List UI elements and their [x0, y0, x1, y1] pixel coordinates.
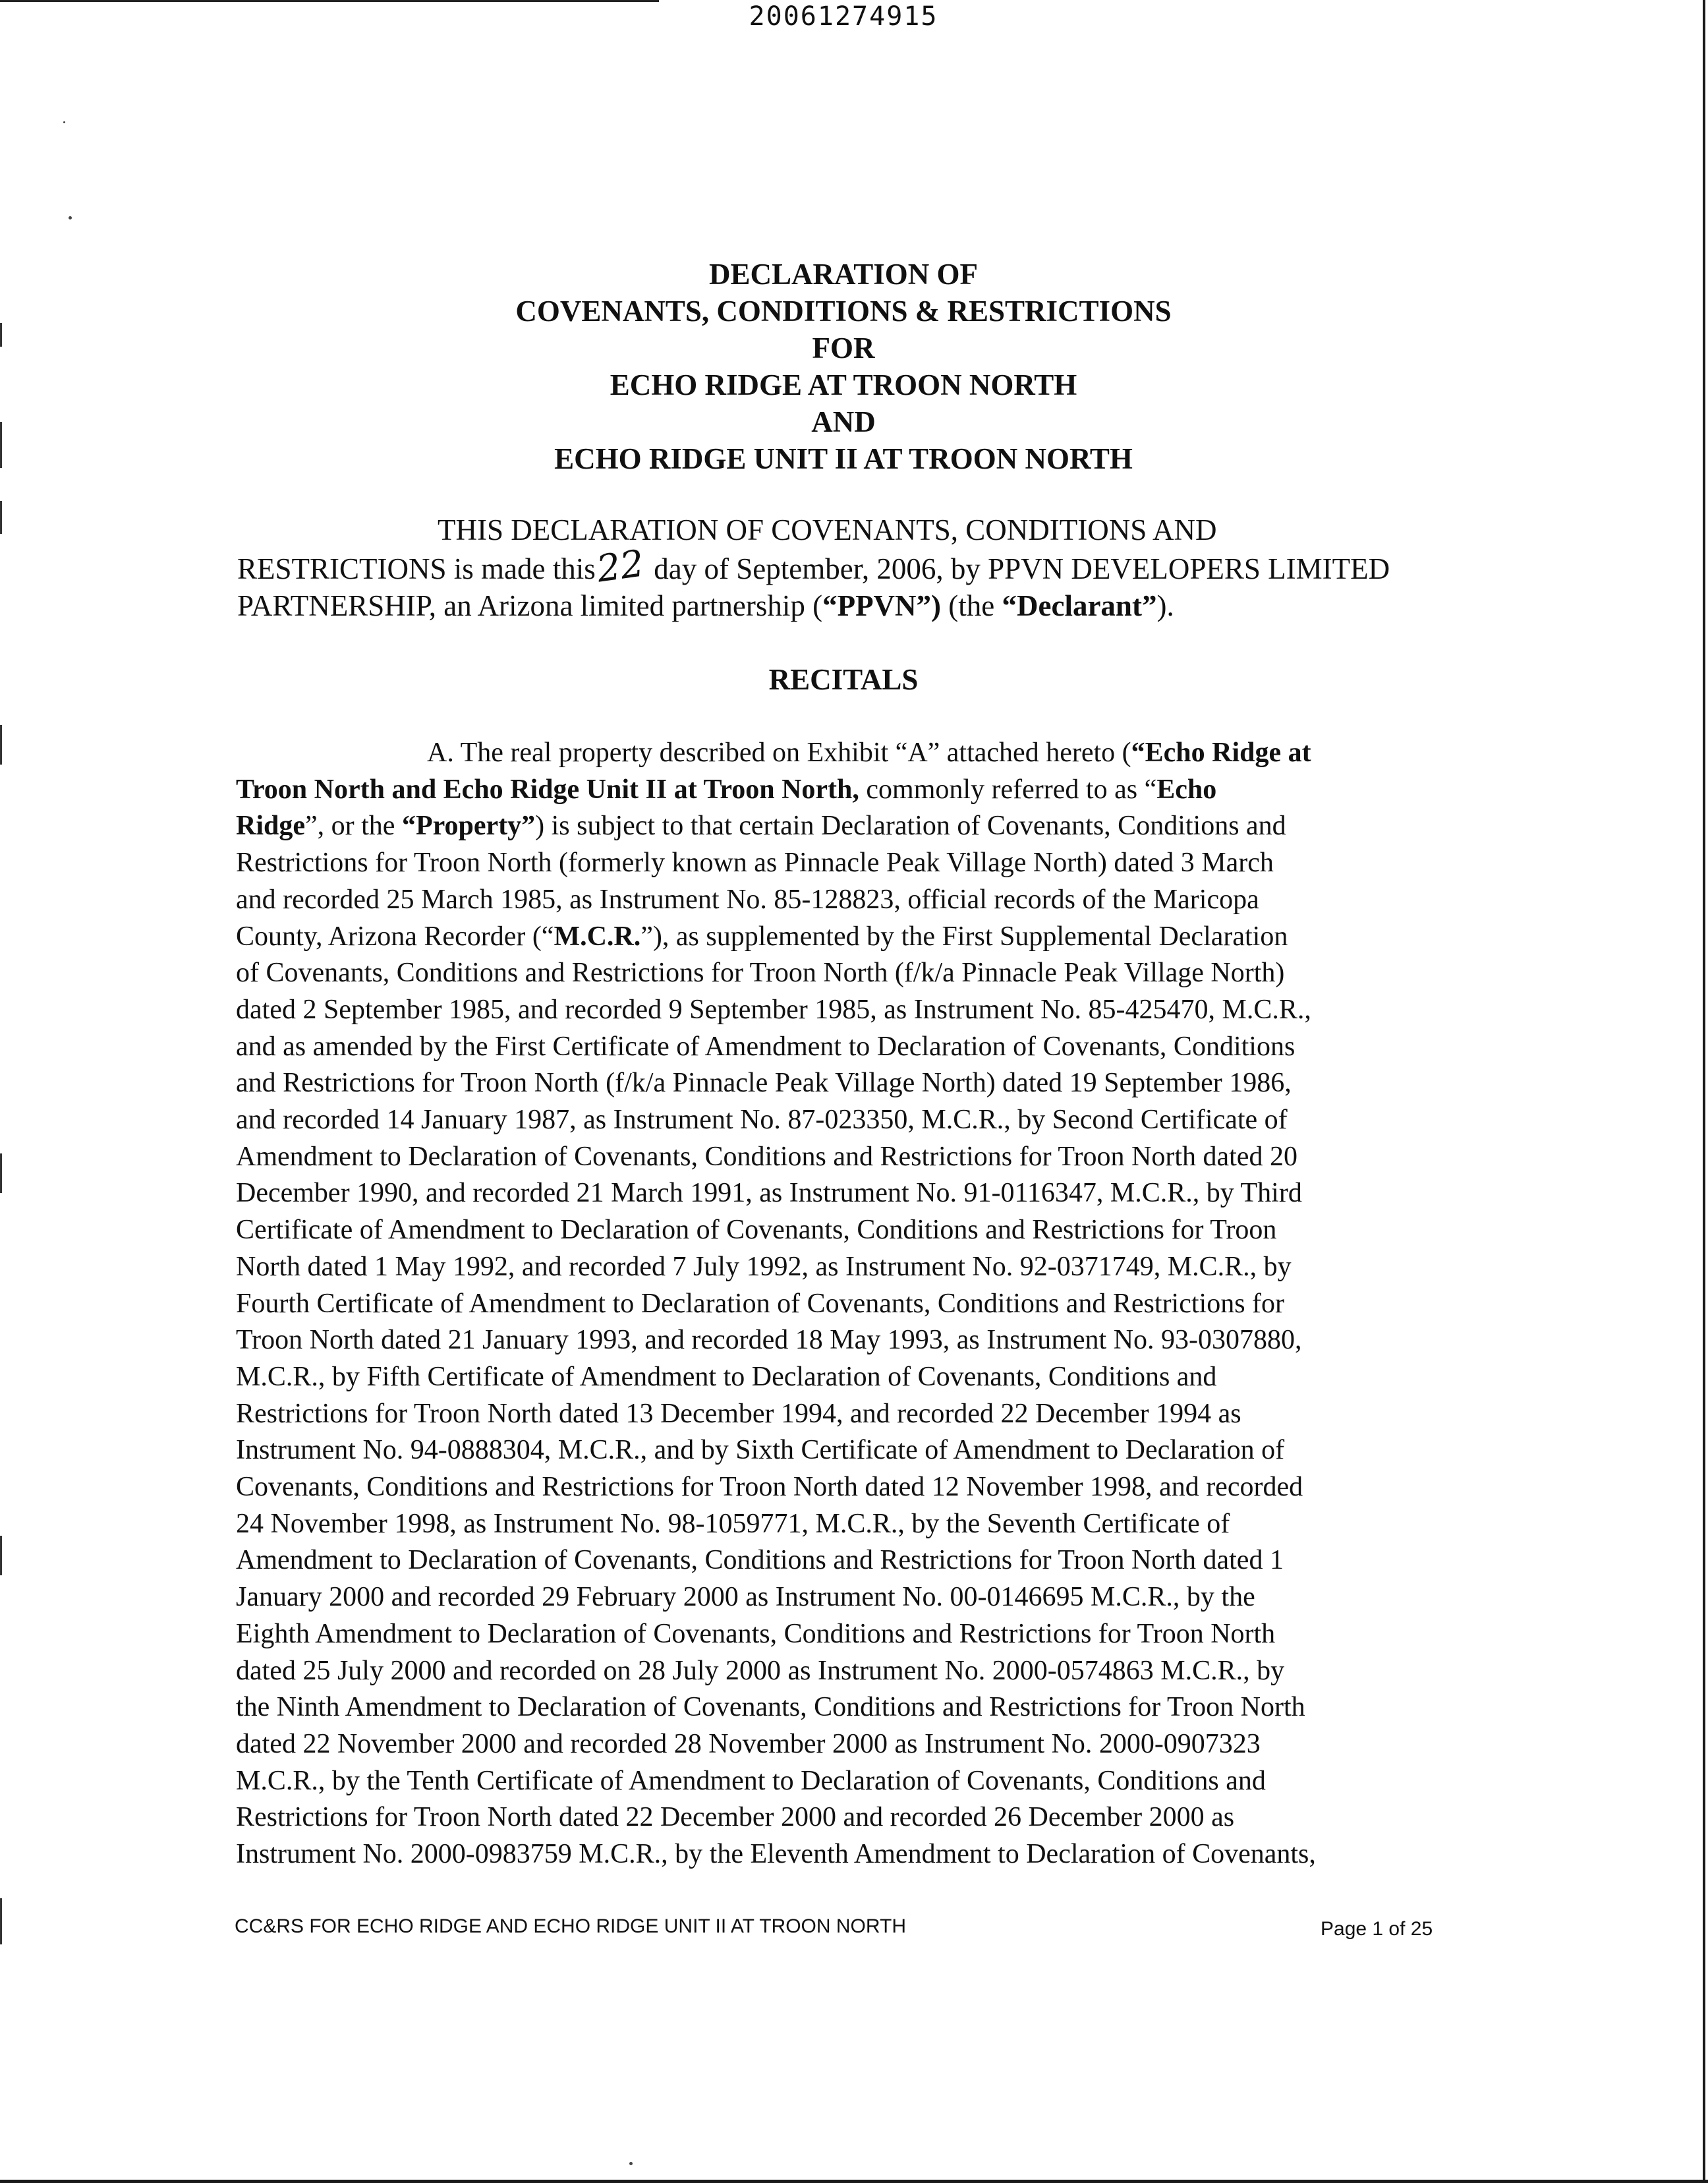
recital-line: M.C.R., by Fifth Certificate of Amendment to Declaration of Covenants, Conditions and: [236, 1361, 1217, 1392]
recital-line: dated 22 November 2000 and recorded 28 November 2000 as Instrument No. 2000-0907323: [236, 1728, 1261, 1759]
recital-line: of Covenants, Conditions and Restrictions for Troon North (f/k/a Pinnacle Peak Village North): [236, 958, 1285, 989]
recital-line: Instrument No. 2000-0983759 M.C.R., by the Eleventh Amendment to Declaration of Covenants,: [236, 1839, 1316, 1870]
scan-mark: [0, 501, 2, 534]
title-line: FOR: [812, 332, 875, 364]
intro-paragraph: [237, 511, 1463, 624]
footer-document-title: CC&RS FOR ECHO RIDGE AND ECHO RIDGE UNIT II AT TROON NORTH: [235, 1915, 907, 1937]
recital-line: Amendment to Declaration of Covenants, Conditions and Restrictions for Troon North dated 20: [236, 1141, 1297, 1172]
defined-term: M.C.R.: [554, 921, 641, 952]
title-line: AND: [811, 405, 876, 438]
recital-line: Certificate of Amendment to Declaration of Covenants, Conditions and Restrictions for Troon: [236, 1215, 1277, 1246]
title-line: DECLARATION OF: [709, 258, 978, 291]
recital-line: dated 2 September 1985, and recorded 9 September 1985, as Instrument No. 85-425470, M.C.R.,: [236, 994, 1311, 1025]
defined-term: “PPVN”): [822, 589, 942, 622]
recital-text: commonly referred to as “: [859, 774, 1157, 805]
recital-line: Instrument No. 94-0888304, M.C.R., and by Sixth Certificate of Amendment to Declaration of: [236, 1435, 1285, 1466]
document-title: [0, 256, 1687, 477]
recital-line: Restrictions for Troon North (formerly known as Pinnacle Peak Village North) dated 3 March: [236, 848, 1274, 879]
recital-line: and as amended by the First Certificate of Amendment to Declaration of Covenants, Conditions: [236, 1031, 1295, 1062]
recital-line: [236, 735, 1475, 772]
recitals-heading: RECITALS: [768, 663, 919, 696]
intro-text: PARTNERSHIP, an Arizona limited partnership (: [237, 589, 823, 622]
handwritten-day: 22: [594, 542, 647, 591]
recital-line: Fourth Certificate of Amendment to Declaration of Covenants, Conditions and Restrictions for: [236, 1288, 1285, 1319]
scan-edge-right: [1703, 0, 1705, 2183]
intro-line: [237, 587, 1463, 624]
scan-speck: [63, 121, 65, 123]
intro-text: RESTRICTIONS is made this: [237, 552, 596, 585]
defined-term: Echo: [1156, 774, 1217, 805]
recital-text: A. The real property described on Exhibit “A” attached hereto (: [427, 738, 1131, 768]
defined-term: “Echo Ridge at: [1131, 738, 1311, 768]
defined-term: “Declarant”: [1002, 589, 1157, 622]
recital-line: Eighth Amendment to Declaration of Covenants, Conditions and Restrictions for Troon North: [236, 1618, 1276, 1649]
scan-mark: [0, 1536, 2, 1575]
recital-text: County, Arizona Recorder (“: [236, 921, 554, 952]
title-line: COVENANTS, CONDITIONS & RESTRICTIONS: [515, 295, 1172, 328]
recital-line: [236, 772, 1475, 809]
defined-term: Troon North and Echo Ridge Unit II at Troon North,: [236, 774, 859, 805]
recital-line: and Restrictions for Troon North (f/k/a Pinnacle Peak Village North) dated 19 September 1986,: [236, 1068, 1292, 1099]
scan-mark: [0, 1153, 2, 1193]
intro-line: [237, 542, 1463, 591]
recital-line: [236, 919, 1475, 956]
title-line: ECHO RIDGE UNIT II AT TROON NORTH: [554, 442, 1133, 475]
scan-mark: [0, 1898, 2, 1944]
defined-term: Ridge: [236, 811, 305, 842]
scan-edge-bottom: [0, 2180, 1708, 2183]
recital-line: Troon North dated 21 January 1993, and recorded 18 May 1993, as Instrument No. 93-0307880,: [236, 1325, 1302, 1356]
scan-speck: [629, 2162, 633, 2165]
recital-line: M.C.R., by the Tenth Certificate of Amendment to Declaration of Covenants, Conditions and: [236, 1765, 1266, 1796]
recital-line: and recorded 14 January 1987, as Instrument No. 87-023350, M.C.R., by Second Certificate of: [236, 1105, 1288, 1136]
recital-line: Restrictions for Troon North dated 13 December 1994, and recorded 22 December 1994 as: [236, 1398, 1241, 1429]
recital-a-paragraph: [236, 735, 1475, 1873]
recital-line: dated 25 July 2000 and recorded on 28 July 2000 as Instrument No. 2000-0574863 M.C.R., by: [236, 1655, 1285, 1686]
document-id-number: 20061274915: [749, 1, 938, 32]
intro-text: day of September, 2006, by PPVN DEVELOPERS LIMITED: [646, 552, 1390, 585]
defined-term: “Property”: [401, 811, 536, 842]
recital-text: ) is subject to that certain Declaration of Covenants, Conditions and: [535, 811, 1286, 842]
recital-line: the Ninth Amendment to Declaration of Covenants, Conditions and Restrictions for Troon North: [236, 1692, 1305, 1723]
recital-line: and recorded 25 March 1985, as Instrument No. 85-128823, official records of the Maricopa: [236, 884, 1259, 915]
recital-text: ”), as supplemented by the First Supplemental Declaration: [640, 921, 1288, 952]
intro-text: ).: [1156, 589, 1174, 622]
scan-mark: [0, 725, 2, 765]
scan-speck: [69, 216, 72, 219]
recital-line: December 1990, and recorded 21 March 1991, as Instrument No. 91-0116347, M.C.R., by Third: [236, 1178, 1302, 1209]
recital-line: North dated 1 May 1992, and recorded 7 July 1992, as Instrument No. 92-0371749, M.C.R., by: [236, 1251, 1292, 1282]
recital-line: 24 November 1998, as Instrument No. 98-1059771, M.C.R., by the Seventh Certificate of: [236, 1508, 1230, 1539]
recital-line: Covenants, Conditions and Restrictions for Troon North dated 12 November 1998, and recorded: [236, 1472, 1303, 1503]
title-line: ECHO RIDGE AT TROON NORTH: [610, 368, 1077, 401]
footer-page-number: Page 1 of 25: [1321, 1918, 1433, 1940]
intro-line: THIS DECLARATION OF COVENANTS, CONDITIONS AND: [438, 513, 1217, 546]
recital-text: ”, or the: [305, 811, 402, 842]
recital-line: [236, 808, 1475, 845]
recital-line: January 2000 and recorded 29 February 2000 as Instrument No. 00-0146695 M.C.R., by the: [236, 1582, 1255, 1613]
recital-line: Amendment to Declaration of Covenants, Conditions and Restrictions for Troon North dated 1: [236, 1545, 1284, 1576]
recital-line: Restrictions for Troon North dated 22 December 2000 and recorded 26 December 2000 as: [236, 1802, 1235, 1833]
intro-text: (the: [941, 589, 1002, 622]
